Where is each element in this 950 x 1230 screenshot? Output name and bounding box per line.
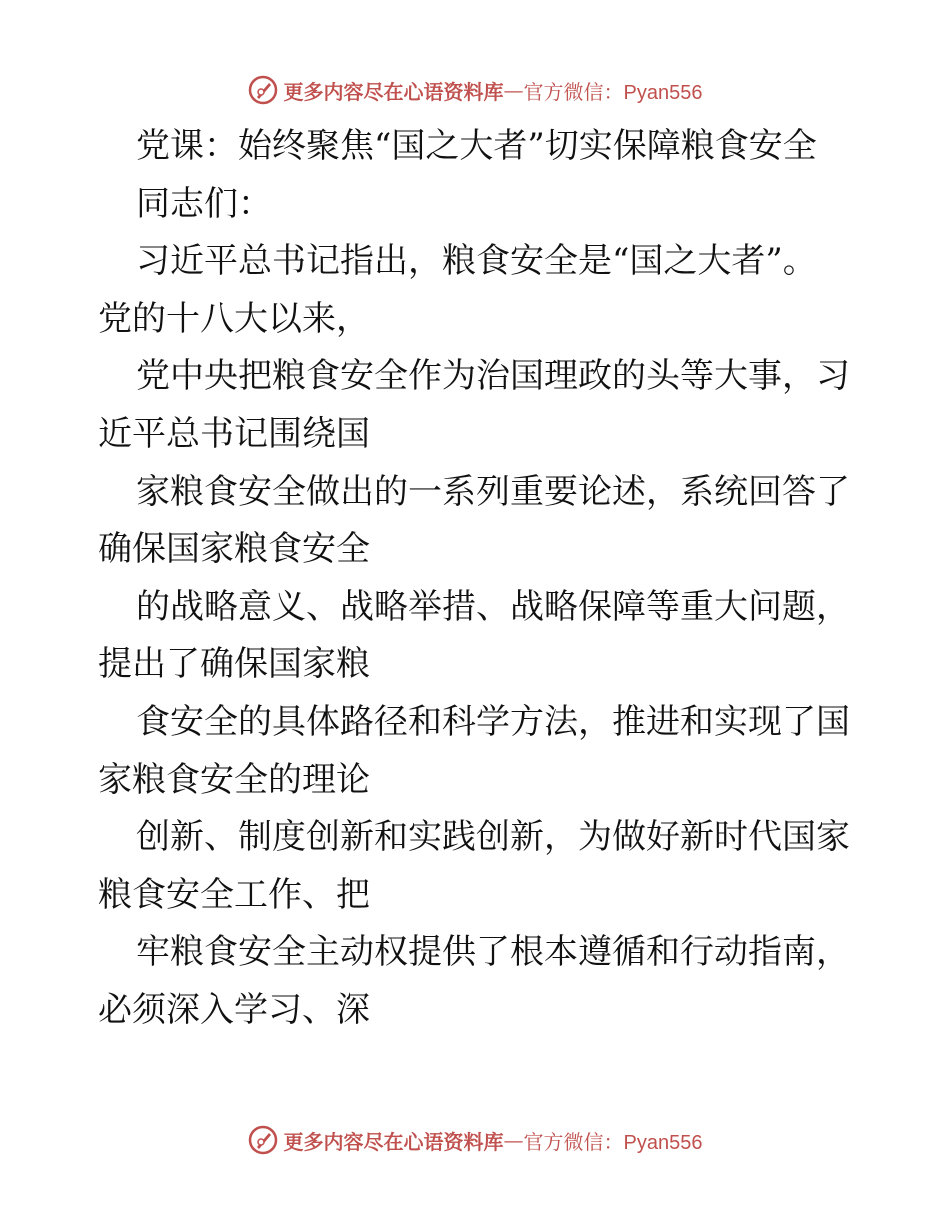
paragraph-line: 家粮食安全做出的一系列重要论述，系统回答了 [136, 471, 850, 512]
quill-pen-circle-icon [248, 1125, 278, 1155]
paragraph-line: 创新、制度创新和实践创新，为做好新时代国家 [136, 817, 850, 858]
banner-dash: — [503, 1128, 524, 1152]
banner-text: 更多内容尽在心语资料库 [283, 79, 504, 104]
paragraph-line: 习近平总书记指出，粮食安全是“国之大者”。 [136, 241, 817, 282]
paragraph-line: 党的十八大以来， [98, 298, 370, 339]
paragraph-line: 的战略意义、战略举措、战略保障等重大问题， [136, 586, 850, 627]
paragraph-line: 食安全的具体路径和科学方法，推进和实现了国 [136, 701, 850, 742]
footer-banner [0, 1120, 950, 1160]
paragraph-line: 近平总书记围绕国 [98, 413, 370, 454]
paragraph-line: 必须深入学习、深 [98, 989, 370, 1030]
quill-pen-circle-icon [248, 75, 278, 105]
banner-text: 更多内容尽在心语资料库 [283, 1129, 504, 1154]
paragraph-line: 粮食安全工作、把 [98, 874, 370, 915]
paragraph-line: 同志们： [136, 183, 272, 224]
paragraph-line: 党中央把粮食安全作为治国理政的头等大事，习 [136, 356, 850, 397]
document-body [98, 118, 858, 1040]
paragraph-line: 牢粮食安全主动权提供了根本遵循和行动指南， [136, 932, 850, 973]
document-title: 党课：始终聚焦“国之大者”切实保障粮食安全 [136, 126, 817, 166]
paragraph-line: 确保国家粮食安全 [98, 529, 370, 570]
banner-wechat: 官方微信：Pyan556 [523, 81, 703, 104]
header-banner [0, 70, 950, 110]
paragraph-line: 提出了确保国家粮 [98, 644, 370, 685]
banner-dash: — [503, 78, 524, 102]
banner-wechat: 官方微信：Pyan556 [523, 1131, 703, 1154]
paragraph-line: 家粮食安全的理论 [98, 759, 370, 800]
